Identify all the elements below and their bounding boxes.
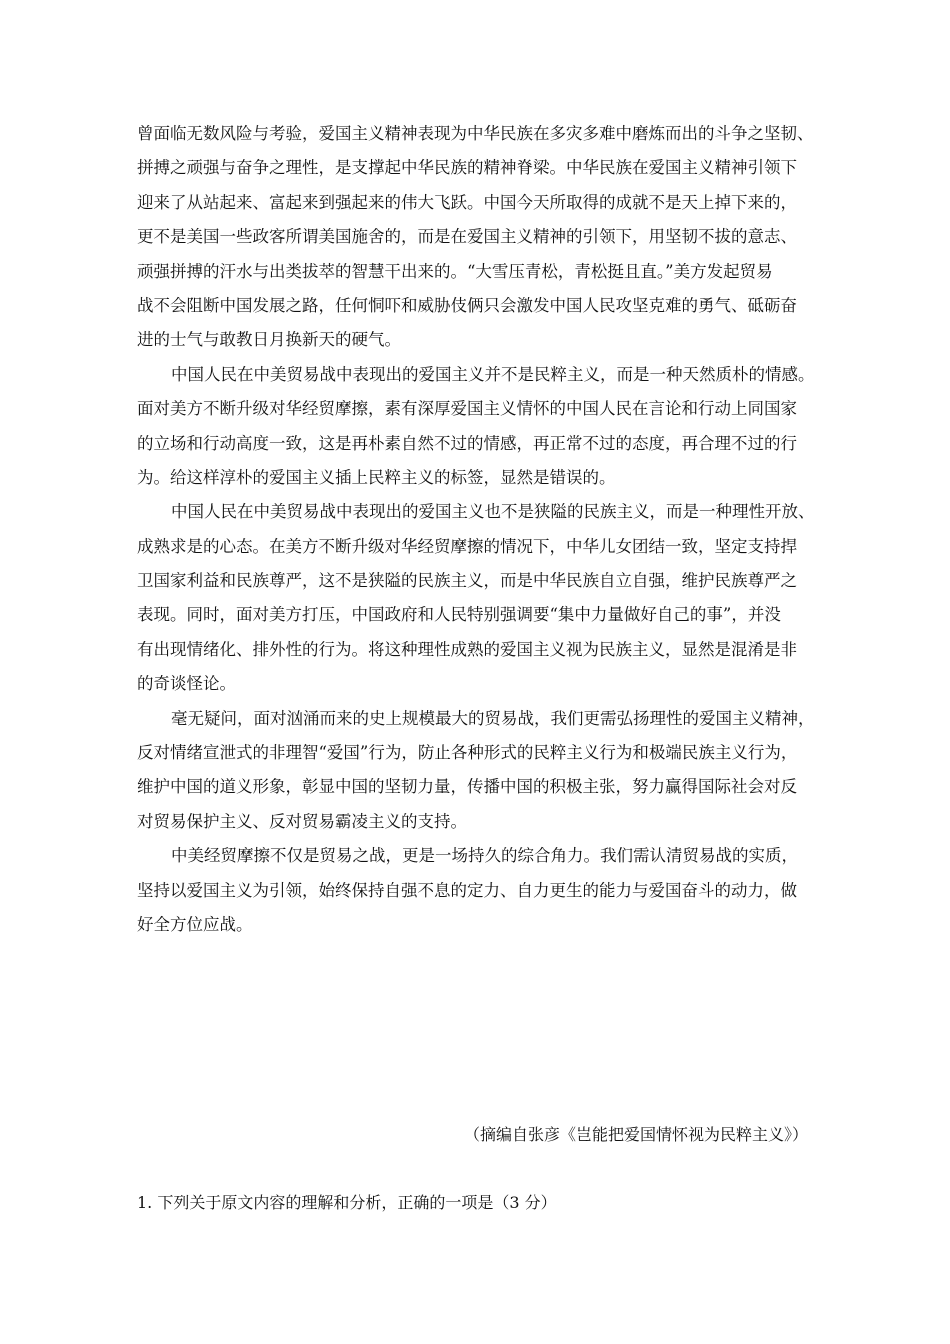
article-line: 为。给这样淳朴的爱国主义插上民粹主义的标签，显然是错误的。 — [137, 467, 616, 487]
article-line: 战不会阻断中国发展之路，任何恫吓和威胁伎俩只会激发中国人民攻坚克难的勇气、砥砺奋 — [137, 295, 797, 315]
article-paragraph-start: 中国人民在中美贸易战中表现出的爱国主义也不是狭隘的民族主义，而是一种理性开放、 — [171, 502, 815, 522]
article-line: 更不是美国一些政客所谓美国施舍的，而是在爱国主义精神的引领下，用坚韧不拔的意志、 — [137, 227, 797, 247]
article-line: 的奇谈怪论。 — [137, 674, 236, 694]
article-line: 面对美方不断升级对华经贸摩擦，素有深厚爱国主义情怀的中国人民在言论和行动上同国家 — [137, 399, 797, 419]
article-line: 的立场和行动高度一致，这是再朴素自然不过的情感，再正常不过的态度，再合理不过的行 — [137, 433, 797, 453]
article-line: 卫国家利益和民族尊严，这不是狭隘的民族主义，而是中华民族自立自强，维护民族尊严之 — [137, 571, 797, 591]
article-line: 有出现情绪化、排外性的行为。将这种理性成熟的爱国主义视为民族主义，显然是混淆是非 — [137, 639, 797, 659]
article-line: 反对情绪宣泄式的非理智“爱国”行为，防止各种形式的民粹主义行为和极端民族主义行为， — [137, 743, 798, 763]
question-1-prompt: 1. 下列关于原文内容的理解和分析，正确的一项是（3 分） — [137, 1193, 557, 1212]
article-line: 成熟求是的心态。在美方不断升级对华经贸摩擦的情况下，中华儿女团结一致，坚定支持捍 — [137, 536, 797, 556]
article-line: 迎来了从站起来、富起来到强起来的伟大飞跃。中国今天所取得的成就不是天上掉下来的， — [137, 192, 797, 212]
article-body — [137, 117, 827, 942]
article-line: 拼搏之顽强与奋争之理性，是支撑起中华民族的精神脊梁。中华民族在爱国主义精神引领下 — [137, 158, 797, 178]
article-paragraph-start: 毫无疑问，面对汹涌而来的史上规模最大的贸易战，我们更需弘扬理性的爱国主义精神， — [171, 708, 815, 728]
article-paragraph-start: 中国人民在中美贸易战中表现出的爱国主义并不是民粹主义，而是一种天然质朴的情感。 — [171, 364, 815, 384]
article-line: 曾面临无数风险与考验，爱国主义精神表现为中华民族在多灾多难中磨炼而出的斗争之坚韧、 — [137, 124, 814, 143]
article-source-citation: （摘编自张彦《岂能把爱国情怀视为民粹主义》） — [463, 1125, 808, 1144]
article-line: 顽强拼搏的汗水与出类拔萃的智慧干出来的。“大雪压青松，青松挺且直。”美方发起贸易 — [137, 261, 773, 281]
article-line: 维护中国的道义形象，彰显中国的坚韧力量，传播中国的积极主张，努力赢得国际社会对反 — [137, 777, 797, 797]
article-line: 表现。同时，面对美方打压，中国政府和人民特别强调要“集中力量做好自己的事”，并没 — [137, 605, 781, 625]
article-paragraph-start: 中美经贸摩擦不仅是贸易之战，更是一场持久的综合角力。我们需认清贸易战的实质， — [171, 846, 798, 866]
article-line: 坚持以爱国主义为引领，始终保持自强不息的定力、自力更生的能力与爱国奋斗的动力，做 — [137, 880, 797, 900]
article-line: 进的士气与敢教日月换新天的硬气。 — [137, 330, 401, 350]
article-line: 好全方位应战。 — [137, 914, 253, 934]
article-line: 对贸易保护主义、反对贸易霸凌主义的支持。 — [137, 811, 467, 831]
